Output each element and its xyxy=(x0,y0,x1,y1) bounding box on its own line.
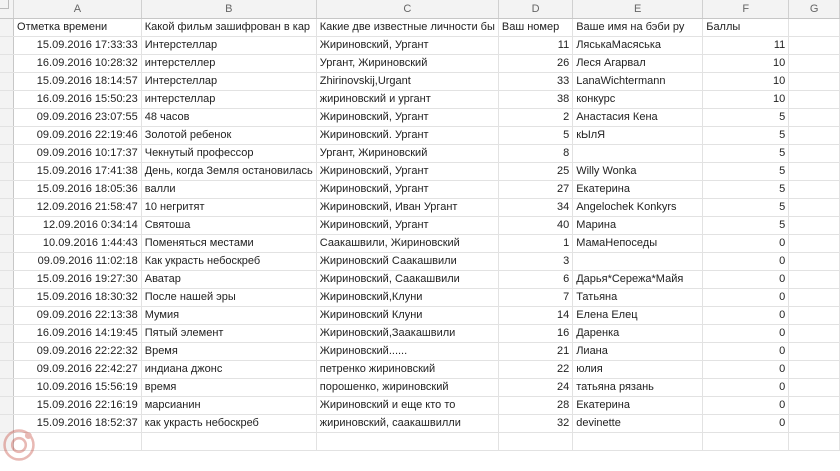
cell[interactable] xyxy=(789,343,840,361)
cell[interactable]: Екатерина xyxy=(573,397,703,415)
cell[interactable]: 10 xyxy=(703,55,789,73)
cell[interactable]: 16.09.2016 15:50:23 xyxy=(14,91,142,109)
cell[interactable]: 12.09.2016 0:34:14 xyxy=(14,217,142,235)
cell[interactable]: 10 негритят xyxy=(141,199,316,217)
cell[interactable]: Аватар xyxy=(141,271,316,289)
cell[interactable]: Марина xyxy=(573,217,703,235)
cell[interactable]: Жириновский Клуни xyxy=(316,307,498,325)
cell[interactable]: 16.09.2016 10:28:32 xyxy=(14,55,142,73)
cell[interactable]: 5 xyxy=(703,199,789,217)
row-header[interactable] xyxy=(0,19,14,37)
row-header[interactable] xyxy=(0,127,14,145)
table-row xyxy=(0,415,840,433)
cell[interactable]: Жириновский, Ургант xyxy=(316,109,498,127)
cell[interactable]: 0 xyxy=(703,397,789,415)
cell[interactable]: Жириновский, Саакашвили xyxy=(316,271,498,289)
cell[interactable] xyxy=(789,289,840,307)
cell[interactable]: 0 xyxy=(703,307,789,325)
cell[interactable]: Святоша xyxy=(141,217,316,235)
table-row xyxy=(0,91,840,109)
cell[interactable] xyxy=(316,433,498,451)
cell[interactable]: 28 xyxy=(498,397,572,415)
row-header[interactable] xyxy=(0,199,14,217)
cell[interactable]: 33 xyxy=(498,73,572,91)
cell[interactable]: 2 xyxy=(498,109,572,127)
row-header[interactable] xyxy=(0,181,14,199)
cell[interactable]: 11 xyxy=(498,37,572,55)
cell[interactable]: конкурс xyxy=(573,91,703,109)
header-cell[interactable]: Отметка времени xyxy=(14,19,142,37)
cell[interactable] xyxy=(789,163,840,181)
table-row xyxy=(0,325,840,343)
table-row xyxy=(0,361,840,379)
row-header[interactable] xyxy=(0,91,14,109)
cell[interactable]: 14 xyxy=(498,307,572,325)
cell[interactable]: 15.09.2016 19:27:30 xyxy=(14,271,142,289)
table-row xyxy=(0,343,840,361)
select-all-corner[interactable] xyxy=(0,0,9,9)
table-row xyxy=(0,55,840,73)
cell[interactable]: порошенко, жириновский xyxy=(316,379,498,397)
header-cell[interactable] xyxy=(789,19,840,37)
table-row xyxy=(0,109,840,127)
cell[interactable] xyxy=(703,433,789,451)
cell[interactable]: 15.09.2016 18:05:36 xyxy=(14,181,142,199)
cell[interactable]: 5 xyxy=(703,127,789,145)
table-row xyxy=(0,199,840,217)
cell[interactable]: 10.09.2016 1:44:43 xyxy=(14,235,142,253)
cell[interactable]: 0 xyxy=(703,415,789,433)
cell[interactable]: Жириновский. Ургант xyxy=(316,127,498,145)
row-header[interactable] xyxy=(0,343,14,361)
cell[interactable]: Чекнутый профессор xyxy=(141,145,316,163)
cell[interactable]: 34 xyxy=(498,199,572,217)
row-header[interactable] xyxy=(0,397,14,415)
cell[interactable] xyxy=(789,253,840,271)
table-row xyxy=(0,163,840,181)
cell[interactable] xyxy=(789,37,840,55)
cell[interactable]: Екатерина xyxy=(573,181,703,199)
cell[interactable]: 09.09.2016 22:13:38 xyxy=(14,307,142,325)
cell[interactable]: интерстеллар xyxy=(141,91,316,109)
row-header[interactable] xyxy=(0,109,14,127)
table-row xyxy=(0,145,840,163)
cell[interactable]: Анастасия Кена xyxy=(573,109,703,127)
column-header-a[interactable]: A xyxy=(14,0,142,19)
cell[interactable] xyxy=(789,361,840,379)
cell[interactable]: После нашей эры xyxy=(141,289,316,307)
cell[interactable]: 10 xyxy=(703,91,789,109)
column-header-row xyxy=(0,0,840,19)
cell[interactable] xyxy=(498,433,572,451)
cell[interactable] xyxy=(789,109,840,127)
table-row xyxy=(0,181,840,199)
row-header[interactable] xyxy=(0,55,14,73)
cell[interactable] xyxy=(789,433,840,451)
cell[interactable] xyxy=(573,433,703,451)
cell[interactable]: марсианин xyxy=(141,397,316,415)
cell[interactable]: Ургант, Жириновский xyxy=(316,145,498,163)
cell[interactable] xyxy=(789,235,840,253)
cell[interactable]: Лиана xyxy=(573,343,703,361)
cell[interactable]: 09.09.2016 22:19:46 xyxy=(14,127,142,145)
cell[interactable]: 0 xyxy=(703,361,789,379)
table-row xyxy=(0,217,840,235)
cell[interactable] xyxy=(573,145,703,163)
header-cell[interactable]: Какие две известные личности бы xyxy=(316,19,498,37)
cell[interactable]: 09.09.2016 23:07:55 xyxy=(14,109,142,127)
baby-logo-watermark xyxy=(2,428,36,462)
cell[interactable] xyxy=(141,433,316,451)
cell[interactable] xyxy=(789,199,840,217)
table-row xyxy=(0,379,840,397)
cell[interactable]: петренко жириновский xyxy=(316,361,498,379)
cell[interactable] xyxy=(789,127,840,145)
cell[interactable]: Мумия xyxy=(141,307,316,325)
table-row xyxy=(0,235,840,253)
column-header-f[interactable]: F xyxy=(703,0,789,19)
table-row xyxy=(0,289,840,307)
cell[interactable]: 0 xyxy=(703,379,789,397)
cell[interactable]: индиана джонс xyxy=(141,361,316,379)
cell[interactable] xyxy=(789,379,840,397)
cell[interactable]: 16.09.2016 14:19:45 xyxy=(14,325,142,343)
row-header[interactable] xyxy=(0,217,14,235)
cell[interactable]: Angelochek Konkyrs xyxy=(573,199,703,217)
cell[interactable] xyxy=(789,145,840,163)
cell[interactable]: Жириновский, Иван Ургант xyxy=(316,199,498,217)
cell[interactable]: Жириновский, Ургант xyxy=(316,163,498,181)
column-header-g[interactable]: G xyxy=(789,0,840,19)
column-header-d[interactable]: D xyxy=(498,0,572,19)
cell[interactable]: ЛяськаМасяська xyxy=(573,37,703,55)
row-header[interactable] xyxy=(0,379,14,397)
cell[interactable]: Жириновский,Заакашвили xyxy=(316,325,498,343)
cell[interactable]: валли xyxy=(141,181,316,199)
cell[interactable]: 48 часов xyxy=(141,109,316,127)
cell[interactable]: Интерстеллар xyxy=(141,37,316,55)
cell[interactable]: 5 xyxy=(703,181,789,199)
cell[interactable]: 16 xyxy=(498,325,572,343)
cell[interactable]: Поменяться местами xyxy=(141,235,316,253)
header-cell[interactable]: Ваше имя на бэби ру xyxy=(573,19,703,37)
cell[interactable]: 15.09.2016 18:30:32 xyxy=(14,289,142,307)
cell[interactable]: 09.09.2016 22:22:32 xyxy=(14,343,142,361)
cell[interactable]: 5 xyxy=(703,145,789,163)
cell[interactable]: 15.09.2016 18:14:57 xyxy=(14,73,142,91)
cell[interactable]: 25 xyxy=(498,163,572,181)
row-header[interactable] xyxy=(0,253,14,271)
cell[interactable]: 8 xyxy=(498,145,572,163)
cell[interactable] xyxy=(789,271,840,289)
cell[interactable]: Жириновский, Ургант xyxy=(316,37,498,55)
cell[interactable]: интерстеллер xyxy=(141,55,316,73)
cell[interactable]: 0 xyxy=(703,235,789,253)
column-header-b[interactable]: B xyxy=(141,0,316,19)
row-header[interactable] xyxy=(0,307,14,325)
cell[interactable]: Жириновский...... xyxy=(316,343,498,361)
row-header[interactable] xyxy=(0,325,14,343)
table-row xyxy=(0,127,840,145)
cell[interactable]: Елена Елец xyxy=(573,307,703,325)
cell[interactable]: 5 xyxy=(703,109,789,127)
cell[interactable] xyxy=(789,397,840,415)
cell[interactable] xyxy=(789,415,840,433)
cell[interactable]: как украсть небоскреб xyxy=(141,415,316,433)
cell[interactable]: время xyxy=(141,379,316,397)
cell[interactable]: 10.09.2016 15:56:19 xyxy=(14,379,142,397)
cell[interactable]: Жириновский Саакашвили xyxy=(316,253,498,271)
table-row xyxy=(0,307,840,325)
cell[interactable] xyxy=(789,217,840,235)
cell[interactable]: 32 xyxy=(498,415,572,433)
cell[interactable]: 6 xyxy=(498,271,572,289)
cell[interactable] xyxy=(789,181,840,199)
cell[interactable] xyxy=(789,325,840,343)
cell[interactable]: Дарья*Сережа*Майя xyxy=(573,271,703,289)
cell[interactable]: 09.09.2016 22:42:27 xyxy=(14,361,142,379)
cell[interactable] xyxy=(789,55,840,73)
cell[interactable]: 11 xyxy=(703,37,789,55)
cell[interactable]: татьяна рязань xyxy=(573,379,703,397)
cell[interactable]: 0 xyxy=(703,271,789,289)
cell[interactable]: Willy Wonka xyxy=(573,163,703,181)
cell[interactable]: 15.09.2016 17:33:33 xyxy=(14,37,142,55)
cell[interactable]: День, когда Земля остановилась xyxy=(141,163,316,181)
header-cell[interactable]: Ваш номер xyxy=(498,19,572,37)
row-header[interactable] xyxy=(0,145,14,163)
cell[interactable]: 3 xyxy=(498,253,572,271)
cell[interactable]: Золотой ребенок xyxy=(141,127,316,145)
cell[interactable]: жириновский и ургант xyxy=(316,91,498,109)
cell[interactable]: Жириновский, Ургант xyxy=(316,217,498,235)
header-row xyxy=(0,19,840,37)
cell[interactable]: LanaWichtermann xyxy=(573,73,703,91)
table-row xyxy=(0,73,840,91)
cell[interactable]: 15.09.2016 22:16:19 xyxy=(14,397,142,415)
table-row xyxy=(0,271,840,289)
cell[interactable]: МамаНепоседы xyxy=(573,235,703,253)
table-row xyxy=(0,37,840,55)
row-header[interactable] xyxy=(0,73,14,91)
column-header-e[interactable]: E xyxy=(573,0,703,19)
cell[interactable]: 0 xyxy=(703,289,789,307)
cell[interactable] xyxy=(573,253,703,271)
cell[interactable]: Татьяна xyxy=(573,289,703,307)
row-header[interactable] xyxy=(0,271,14,289)
cell[interactable]: Жириновский и еще кто то xyxy=(316,397,498,415)
row-header[interactable] xyxy=(0,361,14,379)
cell[interactable]: 15.09.2016 18:52:37 xyxy=(14,415,142,433)
row-header[interactable] xyxy=(0,235,14,253)
cell[interactable]: Пятый элемент xyxy=(141,325,316,343)
cell[interactable] xyxy=(789,307,840,325)
cell[interactable]: жириновский, саакашвилли xyxy=(316,415,498,433)
cell[interactable]: 40 xyxy=(498,217,572,235)
cell[interactable]: Леся Агарвал xyxy=(573,55,703,73)
cell[interactable]: Даренка xyxy=(573,325,703,343)
cell[interactable]: Zhirinovskij,Urgant xyxy=(316,73,498,91)
cell[interactable]: 5 xyxy=(703,163,789,181)
cell[interactable]: 38 xyxy=(498,91,572,109)
cell[interactable]: 22 xyxy=(498,361,572,379)
cell[interactable]: 12.09.2016 21:58:47 xyxy=(14,199,142,217)
cell[interactable]: Интерстеллар xyxy=(141,73,316,91)
header-cell[interactable]: Баллы xyxy=(703,19,789,37)
header-cell[interactable]: Какой фильм зашифрован в кар xyxy=(141,19,316,37)
cell[interactable]: юлия xyxy=(573,361,703,379)
row-header[interactable] xyxy=(0,289,14,307)
cell[interactable]: 27 xyxy=(498,181,572,199)
cell[interactable]: 26 xyxy=(498,55,572,73)
cell[interactable]: 0 xyxy=(703,253,789,271)
cell[interactable]: 09.09.2016 10:17:37 xyxy=(14,145,142,163)
cell[interactable] xyxy=(789,91,840,109)
table-row xyxy=(0,433,840,451)
cell[interactable]: devinette xyxy=(573,415,703,433)
cell[interactable]: 09.09.2016 11:02:18 xyxy=(14,253,142,271)
cell[interactable]: 1 xyxy=(498,235,572,253)
cell[interactable]: Как украсть небоскреб xyxy=(141,253,316,271)
cell[interactable]: 10 xyxy=(703,73,789,91)
cell[interactable]: Ургант, Жириновский xyxy=(316,55,498,73)
cell[interactable]: 0 xyxy=(703,343,789,361)
cell[interactable]: 0 xyxy=(703,325,789,343)
row-header[interactable] xyxy=(0,163,14,181)
cell[interactable]: 5 xyxy=(703,217,789,235)
cell[interactable]: Время xyxy=(141,343,316,361)
column-header-c[interactable]: C xyxy=(316,0,498,19)
cell[interactable]: 21 xyxy=(498,343,572,361)
cell[interactable]: Жириновский,Клуни xyxy=(316,289,498,307)
cell[interactable]: кЫлЯ xyxy=(573,127,703,145)
cell[interactable] xyxy=(789,73,840,91)
cell[interactable]: 15.09.2016 17:41:38 xyxy=(14,163,142,181)
cell[interactable]: 5 xyxy=(498,127,572,145)
cell[interactable]: 24 xyxy=(498,379,572,397)
cell[interactable]: 7 xyxy=(498,289,572,307)
table-row xyxy=(0,253,840,271)
row-header[interactable] xyxy=(0,37,14,55)
cell[interactable]: Жириновский, Ургант xyxy=(316,181,498,199)
cell[interactable]: Саакашвили, Жириновский xyxy=(316,235,498,253)
table-row xyxy=(0,397,840,415)
